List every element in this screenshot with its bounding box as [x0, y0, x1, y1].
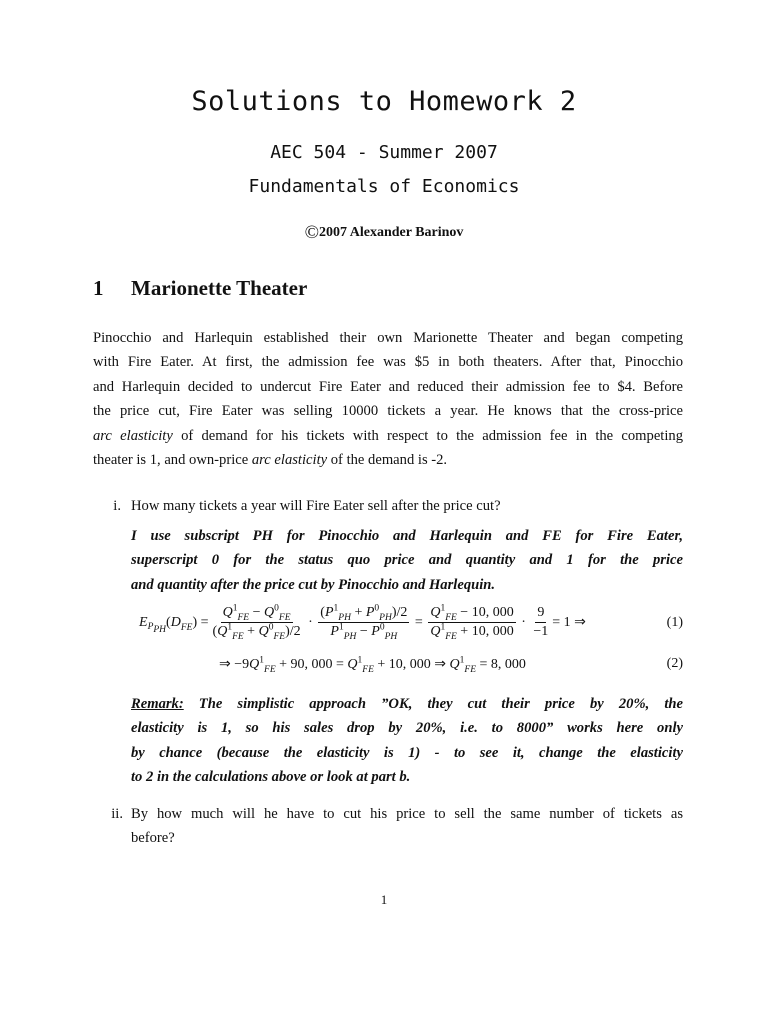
section-title: Marionette Theater: [131, 276, 308, 300]
eq-fraction: $\frac{9}{-1}$: [533, 605, 549, 639]
equation-body: [139, 604, 586, 641]
eq-dot: ·: [304, 614, 317, 630]
author-line: [0, 220, 768, 242]
question-text: How many tickets a year will Fire Eater sell after the price cut?: [131, 498, 501, 514]
question-label: i.: [113, 498, 121, 514]
eq-fraction: $\frac{(P^1_{PH} + P^0_{PH})/2}{P^1_{PH} - P^0_{PH}}$: [320, 603, 408, 642]
equation-body: ⇒ $-9Q^1_{FE} + 90$, $000 = Q^1_{FE} + 10$, 000 ⇒ $Q^1_{FE} = 8$, 000: [219, 655, 526, 675]
equation-1: [131, 600, 683, 650]
emphasis-term: arc elasticity: [251, 452, 328, 469]
question-item-2: [131, 802, 683, 851]
author-name: 2007 Alexander Barinov: [319, 225, 464, 240]
course-subject: Fundamentals of Economics: [248, 176, 520, 197]
course-code: AEC 504 - Summer 2007: [270, 142, 498, 163]
line-text: of the demand is -2.: [327, 452, 448, 469]
eq-dot: ·: [517, 614, 530, 630]
remark-line: [131, 692, 683, 716]
question-label: ii.: [111, 806, 123, 822]
remark-block: [131, 692, 683, 790]
answer-line: superscript 0 for the status quo price and quantity and 1 for the price: [131, 552, 683, 569]
equation-number: (2): [666, 656, 683, 671]
answer-line: I use subscript PH for Pinocchio and Harlequin and FE for Fire Eater,: [131, 528, 683, 544]
copyright-symbol: ©: [304, 222, 319, 243]
eq-result: = 1 ⇒: [552, 615, 586, 630]
remark-text: The simplistic approach ”OK, they cut their price by 20%, the: [183, 696, 683, 712]
line-text: theater is 1, and own-price: [93, 452, 252, 469]
eq-lhs: $E_{P_{PH}}(D_{FE})$ =: [139, 614, 209, 636]
paragraph-line: the price cut, Fire Eater was selling 10000 tickets a year. He knows that the cross-price: [93, 403, 683, 420]
paragraph-line: Pinocchio and Harlequin established their own Marionette Theater and began competing: [93, 330, 683, 346]
eq-fraction: $\frac{Q^1_{FE} - 10, 000}{Q^1_{FE} + 10, 000}$: [430, 603, 514, 642]
paragraph-line: with Fire Eater. At first, the admission fee was $5 in both theaters. After that, Pinocchio: [93, 354, 683, 371]
line-text: of demand for his tickets with respect to the admission fee in the competing: [172, 427, 683, 444]
remark-line: to 2 in the calculations above or look at part b.: [131, 769, 411, 786]
page-number: 1: [380, 892, 388, 907]
paragraph-line: and Harlequin decided to undercut Fire Eater and reduced their admission fee to $4. Before: [93, 378, 683, 395]
answer-text: [131, 524, 683, 597]
question-text: before?: [131, 830, 175, 847]
eq-fraction: $\frac{Q^1_{FE} - Q^0_{FE}}{(Q^1_{FE} + Q^0_{FE})/2}$: [212, 603, 301, 642]
answer-line: and quantity after the price cut by Pinocchio and Harlequin.: [131, 576, 496, 593]
question-text: By how much will he have to cut his price to sell the same number of tickets as: [131, 806, 683, 822]
section-heading: [93, 276, 307, 301]
paragraph-line: [93, 424, 683, 448]
document-title: Solutions to Homework 2: [191, 86, 577, 117]
equation-number: (1): [666, 615, 683, 630]
remark-line: elasticity is 1, so his sales drop by 20%, i.e. to 8000” works here only: [131, 720, 683, 737]
emphasis-term: arc elasticity: [93, 427, 173, 444]
remark-line: by chance (because the elasticity is 1) - to see it, change the elasticity: [131, 744, 683, 761]
equation-2: [131, 656, 683, 680]
eq-equals: =: [411, 614, 427, 630]
section-number: 1: [93, 276, 104, 300]
problem-statement: [93, 326, 683, 472]
paragraph-line: [93, 448, 683, 472]
remark-label: Remark:: [131, 696, 184, 712]
